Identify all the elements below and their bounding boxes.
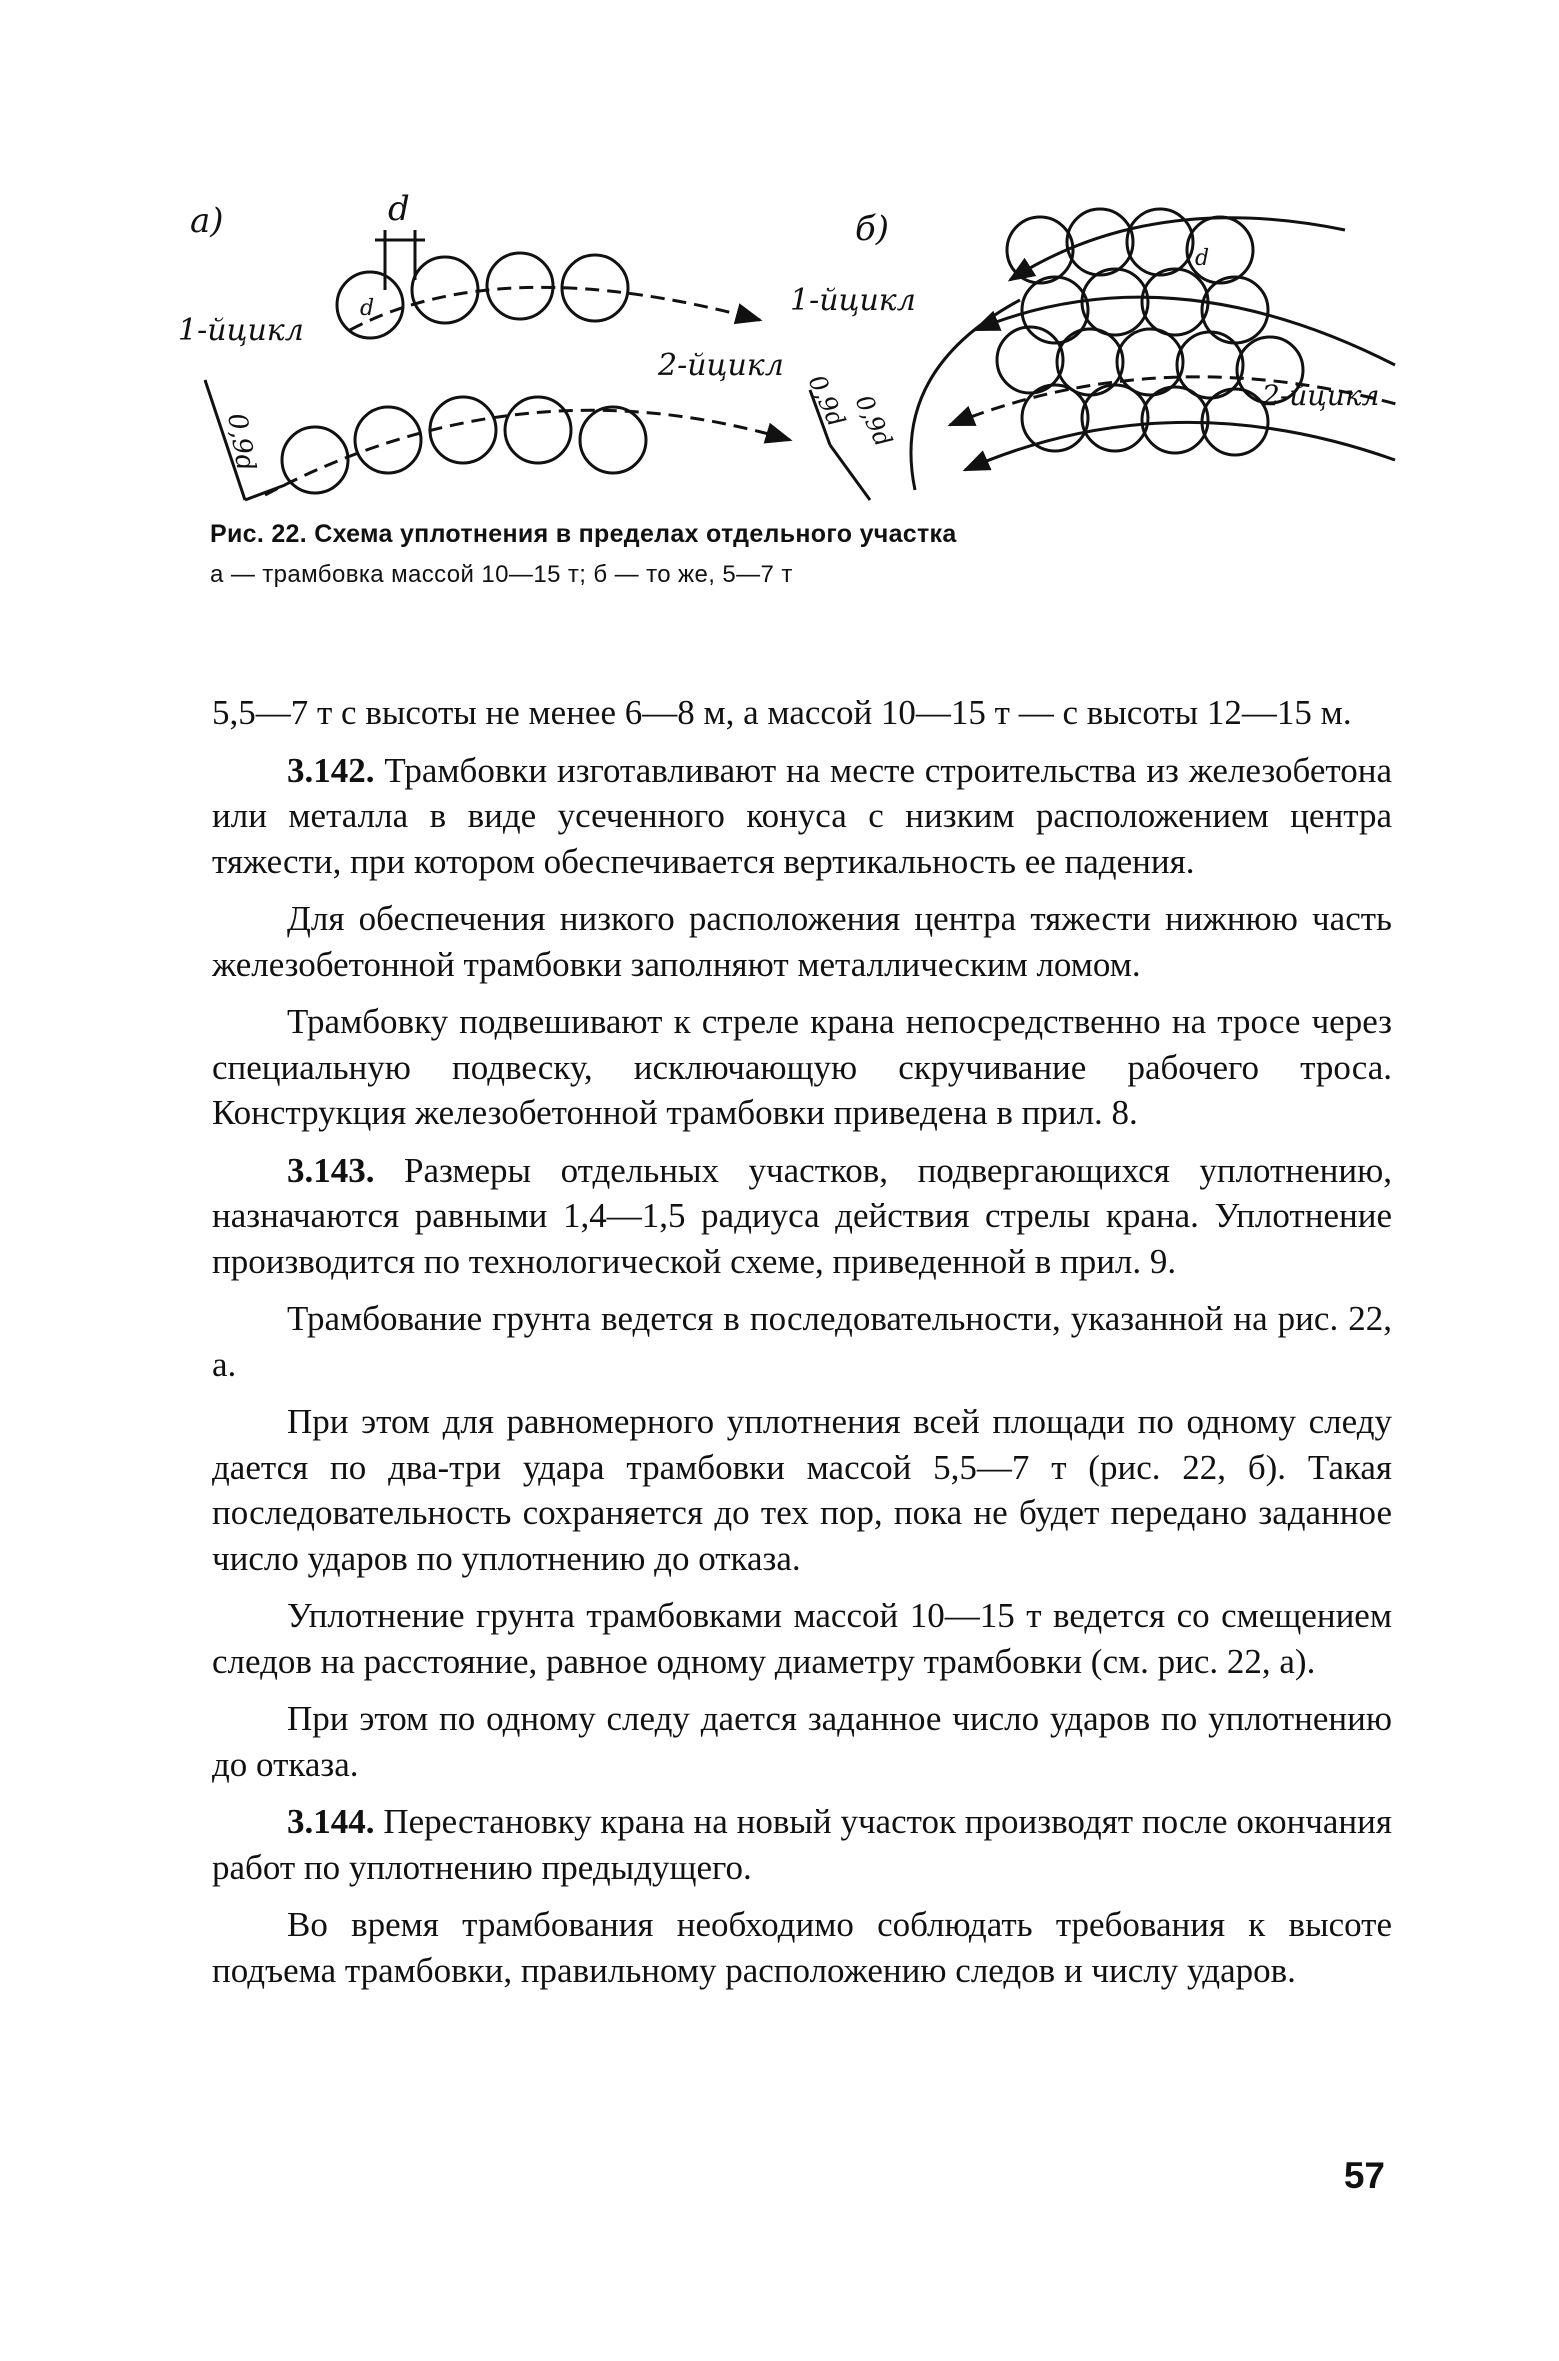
paragraph-text: При этом для равномерного уплотнения всей площади по одному следу дается по два-три удара трамбовки массой 5,5—7 т (рис. 22, б). Такая последовательность сохраняется до тех пор, пока не будет передано заданное число ударов по уплотнению до отказа. [212, 1402, 1392, 1578]
cycle2-label-a: 2-йцикл [658, 348, 784, 383]
paragraph-text: При этом по одному следу дается заданное число ударов по уплотнению до отказа. [212, 1699, 1392, 1784]
paragraph-text: Уплотнение грунта трамбовками массой 10—15 т ведется со смещением следов на расстояние, равное одному диаметру трамбовки (см. рис. 22, а). [212, 1596, 1392, 1681]
cycle1-label-a: 1-йцикл [178, 313, 304, 348]
cycle1-label-b: 1-йцикл [790, 283, 916, 318]
paragraph [212, 1799, 1392, 1890]
page-number: 57 [1343, 2155, 1385, 2196]
figure-caption [210, 520, 1410, 589]
paragraph [212, 1296, 1392, 1387]
paragraph-text: Для обеспечения низкого расположения центра тяжести нижнюю часть железобетонной трамбовки заполняют металлическим ломом. [212, 899, 1392, 984]
cycle2-label-b: 2-йцикл [1262, 379, 1380, 412]
paragraph-text: 5,5—7 т с высоты не менее 6—8 м, а массой 10—15 т — с высоты 12—15 м. [212, 693, 1352, 732]
paragraph [212, 1399, 1392, 1581]
paragraph-text: Перестановку крана на новый участок производят после окончания работ по уплотнению предыдущего. [212, 1802, 1392, 1887]
paragraph-text: Трамбование грунта ведется в последовательности, указанной на рис. 22, а. [212, 1299, 1392, 1384]
paragraph [212, 748, 1392, 885]
section-number: 3.142. [287, 750, 375, 790]
paragraph [212, 690, 1392, 736]
paragraph [212, 1148, 1392, 1285]
d-inside-a: d [360, 296, 375, 321]
section-number: 3.144. [287, 1802, 375, 1841]
body-text [212, 690, 1392, 2005]
paragraph [212, 1593, 1392, 1684]
dimension-09d-b1: 0,9d [802, 370, 851, 432]
panel-b-label: б) [855, 209, 890, 249]
paragraph [212, 1696, 1392, 1787]
d-inside-b: d [1195, 246, 1210, 271]
paragraph-text: Во время трамбования необходимо соблюдать требования к высоте подъема трамбовки, правильному расположению следов и числу ударов. [212, 1905, 1392, 1990]
caption-subtitle: а — трамбовка массой 10—15 т; б — то же, 5—7 т [210, 561, 793, 588]
dimension-09d-b2: 0,9d [849, 390, 898, 452]
dimension-09d-a: 0,9d [221, 411, 261, 474]
paragraph [212, 896, 1392, 987]
paragraph-text: Размеры отдельных участков, подвергающихся уплотнению, назначаются равными 1,4—1,5 радиуса действия стрелы крана. Уплотнение производится по технологической схеме, приведенной в прил. 9. [212, 1150, 1392, 1281]
paragraph [212, 999, 1392, 1136]
paragraph-text: Трамбовку подвешивают к стреле крана непосредственно на тросе через специальную подвеску, исключающую скручивание рабочего троса. Конструкция железобетонной трамбовки приведена в прил. 8. [212, 1002, 1392, 1132]
section-number: 3.143. [287, 1150, 375, 1190]
panel-a-label: a) [190, 201, 224, 241]
caption-title: Рис. 22. Схема уплотнения в пределах отдельного участка [210, 520, 957, 548]
paragraph [212, 1902, 1392, 1993]
paragraph-text: Трамбовки изготавливают на месте строительства из железобетона или металла в виде усеченного конуса с низким расположением центра тяжести, при котором обеспечивается вертикальность ее падения. [212, 750, 1392, 881]
figure-22 [170, 190, 1420, 510]
dimension-d-label: d [388, 190, 410, 229]
compaction-scheme-diagram [170, 190, 1420, 510]
